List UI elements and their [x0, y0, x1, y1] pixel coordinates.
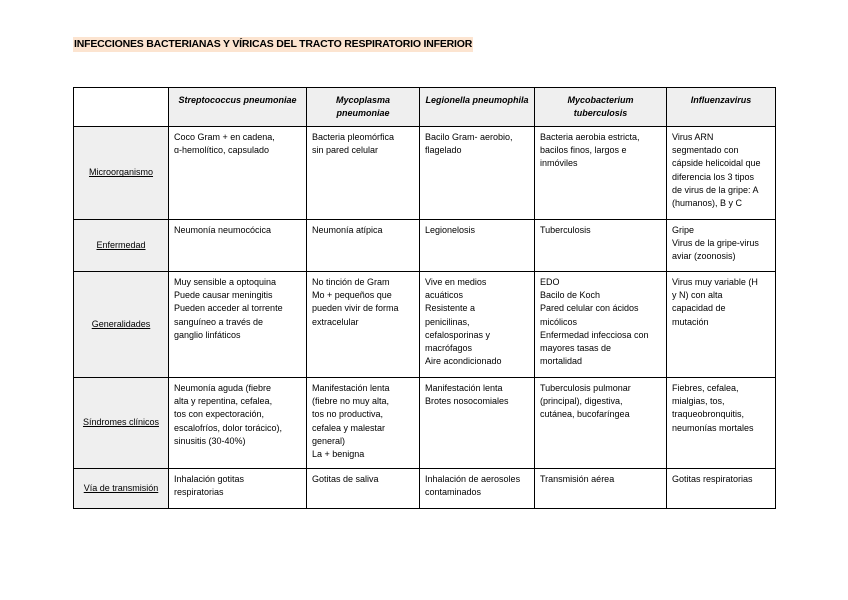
cell-text-line: Neumonía aguda (fiebre — [174, 383, 272, 393]
cell-text-line: EDO — [540, 277, 560, 287]
row-header: Generalidades — [74, 272, 169, 378]
cell-text-line: Gotitas de saliva — [312, 474, 379, 484]
table-cell — [667, 272, 776, 378]
cell-text-line: cefalea y malestar — [312, 422, 386, 433]
cell-text-line: sanguíneo a través de — [174, 316, 264, 327]
cell-text-line: Brotes nosocomiales — [425, 396, 509, 407]
cell-text-line: Neumonía neumocócica — [174, 225, 272, 235]
cell-text-line: segmentado con — [672, 145, 739, 156]
cell-text-line: diferencia los 3 tipos — [672, 171, 755, 182]
table-cell — [169, 272, 307, 378]
cell-text-line: inmóviles — [540, 158, 578, 169]
cell-text-line: extracelular — [312, 316, 359, 327]
cell-text-line: Pueden acceder al torrente — [174, 303, 283, 314]
cell-text-line: cápside helicoidal que — [672, 158, 761, 169]
cell-text-line: (fiebre no muy alta, — [312, 396, 390, 407]
cell-text-line: y N) con alta — [672, 290, 723, 301]
cell-text-line: penicilinas, — [425, 316, 470, 327]
cell-text-line: neumonías mortales — [672, 422, 754, 433]
table-cell — [169, 378, 307, 469]
row-header: Microorganismo — [74, 127, 169, 220]
cell-text-line: cutánea, bucofaríngea — [540, 409, 630, 420]
table-cell — [169, 469, 307, 509]
table-cell — [667, 127, 776, 220]
cell-text-line: Manifestación lenta — [425, 383, 503, 393]
table-cell — [307, 378, 420, 469]
cell-text-line: cefalosporinas y — [425, 329, 491, 340]
table-row — [74, 378, 776, 469]
cell-text-line: traqueobronquitis, — [672, 409, 745, 420]
cell-text-line: bacilos finos, largos e — [540, 145, 627, 156]
cell-text-line: ɑ-hemolítico, capsulado — [174, 145, 270, 156]
cell-text-line: Fiebres, cefalea, — [672, 383, 739, 393]
cell-text-line: Virus muy variable (H — [672, 277, 758, 287]
cell-text-line: Bacteria pleomórfica — [312, 132, 395, 142]
cell-text-line: contaminados — [425, 487, 482, 498]
column-header: Mycobacterium tuberculosis — [535, 88, 667, 127]
table-cell — [307, 127, 420, 220]
table-cell — [535, 469, 667, 509]
cell-text-line: respiratorias — [174, 487, 224, 498]
cell-text-line: de virus de la gripe: A — [672, 184, 759, 195]
table-cell — [420, 469, 535, 509]
cell-text-line: escalofríos, dolor torácico), — [174, 422, 283, 433]
page-title: INFECCIONES BACTERIANAS Y VÍRICAS DEL TRACTO RESPIRATORIO INFERIOR — [74, 38, 473, 50]
cell-text-line: Bacilo Gram- aerobio, — [425, 132, 513, 142]
cell-text-line: Gripe — [672, 225, 695, 235]
table-cell — [169, 127, 307, 220]
cell-text-line: macrófagos — [425, 343, 473, 354]
column-header: Influenzavirus — [667, 88, 776, 127]
cell-text-line: mayores tasas de — [540, 343, 612, 354]
cell-text-line: ganglio linfáticos — [174, 329, 241, 340]
table-cell — [535, 272, 667, 378]
cell-text-line: Virus ARN — [672, 132, 714, 142]
column-header: Legionella pneumophila — [420, 88, 535, 127]
cell-text-line: tos no productiva, — [312, 409, 384, 420]
cell-text-line: Aire acondicionado — [425, 356, 502, 367]
cell-text-line: Bacteria aerobia estricta, — [540, 132, 640, 142]
cell-text-line: Muy sensible a optoquina — [174, 277, 277, 287]
cell-text-line: mialgias, tos, — [672, 396, 725, 407]
table-corner-cell — [74, 88, 169, 127]
cell-text-line: flagelado — [425, 145, 462, 156]
cell-text-line: Resistente a — [425, 303, 476, 314]
table-row — [74, 272, 776, 378]
cell-text-line: capacidad de — [672, 303, 726, 314]
cell-text-line: No tinción de Gram — [312, 277, 390, 287]
cell-text-line: pueden vivir de forma — [312, 303, 399, 314]
cell-text-line: Virus de la gripe-virus — [672, 238, 759, 249]
cell-text-line: Neumonía atípica — [312, 225, 383, 235]
cell-text-line: Vive en medios — [425, 277, 487, 287]
table-cell — [667, 378, 776, 469]
table-cell — [169, 220, 307, 272]
table-cell — [667, 220, 776, 272]
cell-text-line: Transmisión aérea — [540, 474, 615, 484]
column-header: Streptococcus pneumoniae — [169, 88, 307, 127]
table-cell — [535, 127, 667, 220]
cell-text-line: sinusitis (30-40%) — [174, 435, 246, 446]
cell-text-line: Bacilo de Koch — [540, 290, 601, 301]
cell-text-line: (principal), digestiva, — [540, 396, 623, 407]
cell-text-line: Tuberculosis pulmonar — [540, 383, 631, 393]
cell-text-line: Pared celular con ácidos — [540, 303, 639, 314]
table-cell — [420, 272, 535, 378]
cell-text-line: mutación — [672, 316, 709, 327]
table-row — [74, 127, 776, 220]
infections-table — [73, 87, 776, 509]
cell-text-line: sin pared celular — [312, 145, 379, 156]
table-cell — [307, 220, 420, 272]
row-header: Vía de transmisión — [74, 469, 169, 509]
table-row — [74, 220, 776, 272]
cell-text-line: Coco Gram + en cadena, — [174, 132, 275, 142]
cell-text-line: aviar (zoonosis) — [672, 251, 736, 262]
cell-text-line: Enfermedad infecciosa con — [540, 329, 649, 340]
cell-text-line: (humanos), B y C — [672, 198, 743, 209]
cell-text-line: Mo + pequeños que — [312, 290, 392, 301]
cell-text-line: tos con expectoración, — [174, 409, 265, 420]
table-cell — [307, 469, 420, 509]
row-header: Enfermedad — [74, 220, 169, 272]
cell-text-line: Inhalación gotitas — [174, 474, 245, 484]
table-cell — [535, 378, 667, 469]
cell-text-line: La + benigna — [312, 449, 365, 460]
table-cell — [535, 220, 667, 272]
column-header: Mycoplasma pneumoniae — [307, 88, 420, 127]
table-header-row — [74, 88, 776, 127]
cell-text-line: micólicos — [540, 316, 578, 327]
table-cell — [667, 469, 776, 509]
cell-text-line: Manifestación lenta — [312, 383, 390, 393]
table-cell — [307, 272, 420, 378]
cell-text-line: Puede causar meningitis — [174, 290, 273, 301]
cell-text-line: mortalidad — [540, 356, 583, 367]
table-cell — [420, 127, 535, 220]
cell-text-line: Tuberculosis — [540, 225, 591, 235]
cell-text-line: acuáticos — [425, 290, 464, 301]
table-cell — [420, 220, 535, 272]
cell-text-line: Inhalación de aerosoles — [425, 474, 521, 484]
cell-text-line: general) — [312, 435, 346, 446]
cell-text-line: Gotitas respiratorias — [672, 474, 753, 484]
table-row — [74, 469, 776, 509]
table-cell — [420, 378, 535, 469]
row-header: Síndromes clínicos — [74, 378, 169, 469]
cell-text-line: alta y repentina, cefalea, — [174, 396, 273, 407]
cell-text-line: Legionelosis — [425, 225, 476, 235]
